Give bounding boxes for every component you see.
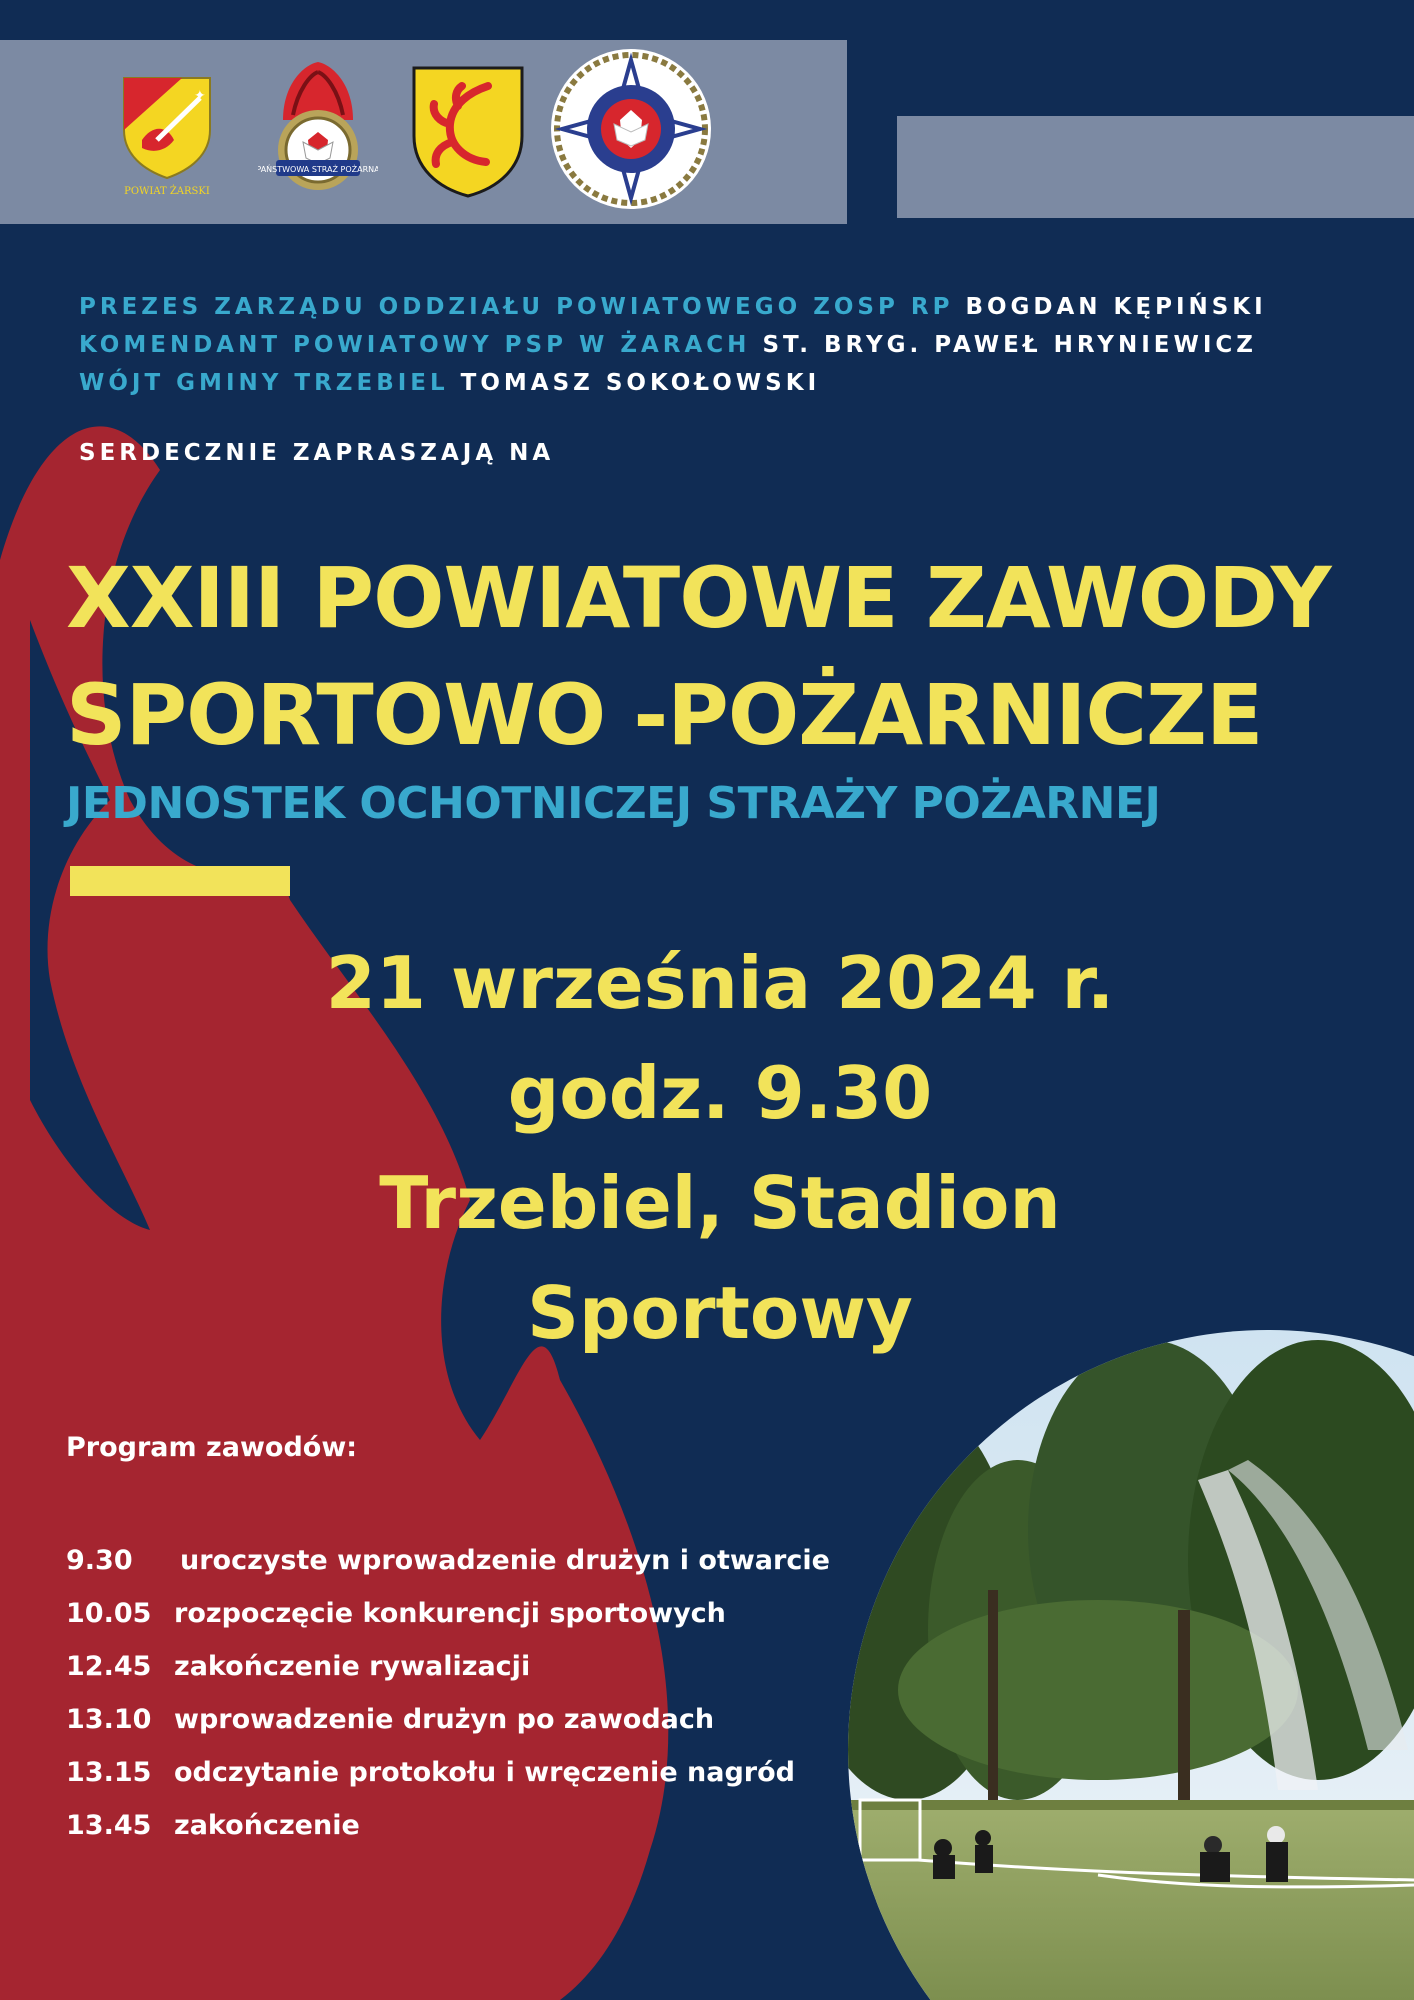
program-item <box>66 1534 830 1587</box>
panstwowa-straz-pozarna-emblem-icon <box>258 60 378 196</box>
program-item-label: zakończenie <box>174 1810 360 1841</box>
program-item <box>66 1693 830 1746</box>
program-item-label: odczytanie protokołu i wręczenie nagród <box>174 1757 795 1788</box>
event-title-line-1: XXIII POWIATOWE ZAWODY <box>66 549 1331 647</box>
psp-logo <box>258 60 378 196</box>
program-item-time: 10.05 <box>66 1598 152 1629</box>
program-item-label: uroczyste wprowadzenie drużyn i otwarcie <box>180 1545 830 1576</box>
organizer-role: PREZES ZARZĄDU ODDZIAŁU POWIATOWEGO ZOSP RP <box>79 294 954 320</box>
event-place-line-1: Trzebiel, Stadion <box>379 1161 1061 1245</box>
event-details <box>220 928 1220 1368</box>
organizer-role: WÓJT GMINY TRZEBIEL <box>79 370 449 396</box>
organizer-line <box>79 326 1379 364</box>
event-title <box>66 540 1331 774</box>
program-item <box>66 1746 830 1799</box>
zosp-rp-logo <box>550 48 712 210</box>
event-title-line-2: SPORTOWO -POŻARNICZE <box>66 666 1263 764</box>
powiat-zarski-logo <box>112 70 222 200</box>
logo-bar-accent <box>897 116 1414 218</box>
svg-text:✦: ✦ <box>194 88 206 104</box>
event-time: godz. 9.30 <box>507 1051 933 1135</box>
program-item <box>66 1587 830 1640</box>
invitation-text: SERDECZNIE ZAPRASZAJĄ NA <box>79 440 555 466</box>
event-subtitle: JEDNOSTEK OCHOTNICZEJ STRAŻY POŻARNEJ <box>66 778 1161 829</box>
program-item <box>66 1640 830 1693</box>
program-item-time: 13.45 <box>66 1810 152 1841</box>
program-item-time: 12.45 <box>66 1651 152 1682</box>
yellow-divider <box>70 866 290 896</box>
organizer-person: TOMASZ SOKOŁOWSKI <box>460 370 821 396</box>
organizer-line <box>79 288 1379 326</box>
organizers-list <box>79 288 1379 402</box>
firefighters-water-spray-photo <box>848 1330 1414 2000</box>
trzebiel-logo <box>410 64 526 200</box>
organizer-person: ST. BRYG. PAWEŁ HRYNIEWICZ <box>762 332 1257 358</box>
program-item-time: 9.30 <box>66 1545 133 1576</box>
program-heading: Program zawodów: <box>66 1432 358 1463</box>
program-item-label: rozpoczęcie konkurencji sportowych <box>174 1598 726 1629</box>
organizer-line <box>79 364 1379 402</box>
powiat-zarski-caption: POWIAT ŻARSKI <box>124 186 210 197</box>
svg-text:PAŃSTWOWA STRAŻ POŻARNA: PAŃSTWOWA STRAŻ POŻARNA <box>258 165 378 174</box>
program-item <box>66 1799 830 1852</box>
trzebiel-coat-of-arms-icon <box>410 64 526 200</box>
organizer-person: BOGDAN KĘPIŃSKI <box>965 294 1267 320</box>
organizer-role: KOMENDANT POWIATOWY PSP W ŻARACH <box>79 332 751 358</box>
program-item-time: 13.15 <box>66 1757 152 1788</box>
powiat-zarski-coat-of-arms-icon <box>112 70 222 180</box>
program-item-label: zakończenie rywalizacji <box>174 1651 531 1682</box>
event-place-line-2: Sportowy <box>527 1271 913 1355</box>
program-item-label: wprowadzenie drużyn po zawodach <box>174 1704 715 1735</box>
zwiazek-osp-rp-emblem-icon <box>550 48 712 210</box>
program-item-time: 13.10 <box>66 1704 152 1735</box>
program-list <box>66 1534 830 1852</box>
event-date: 21 września 2024 r. <box>325 941 1115 1025</box>
